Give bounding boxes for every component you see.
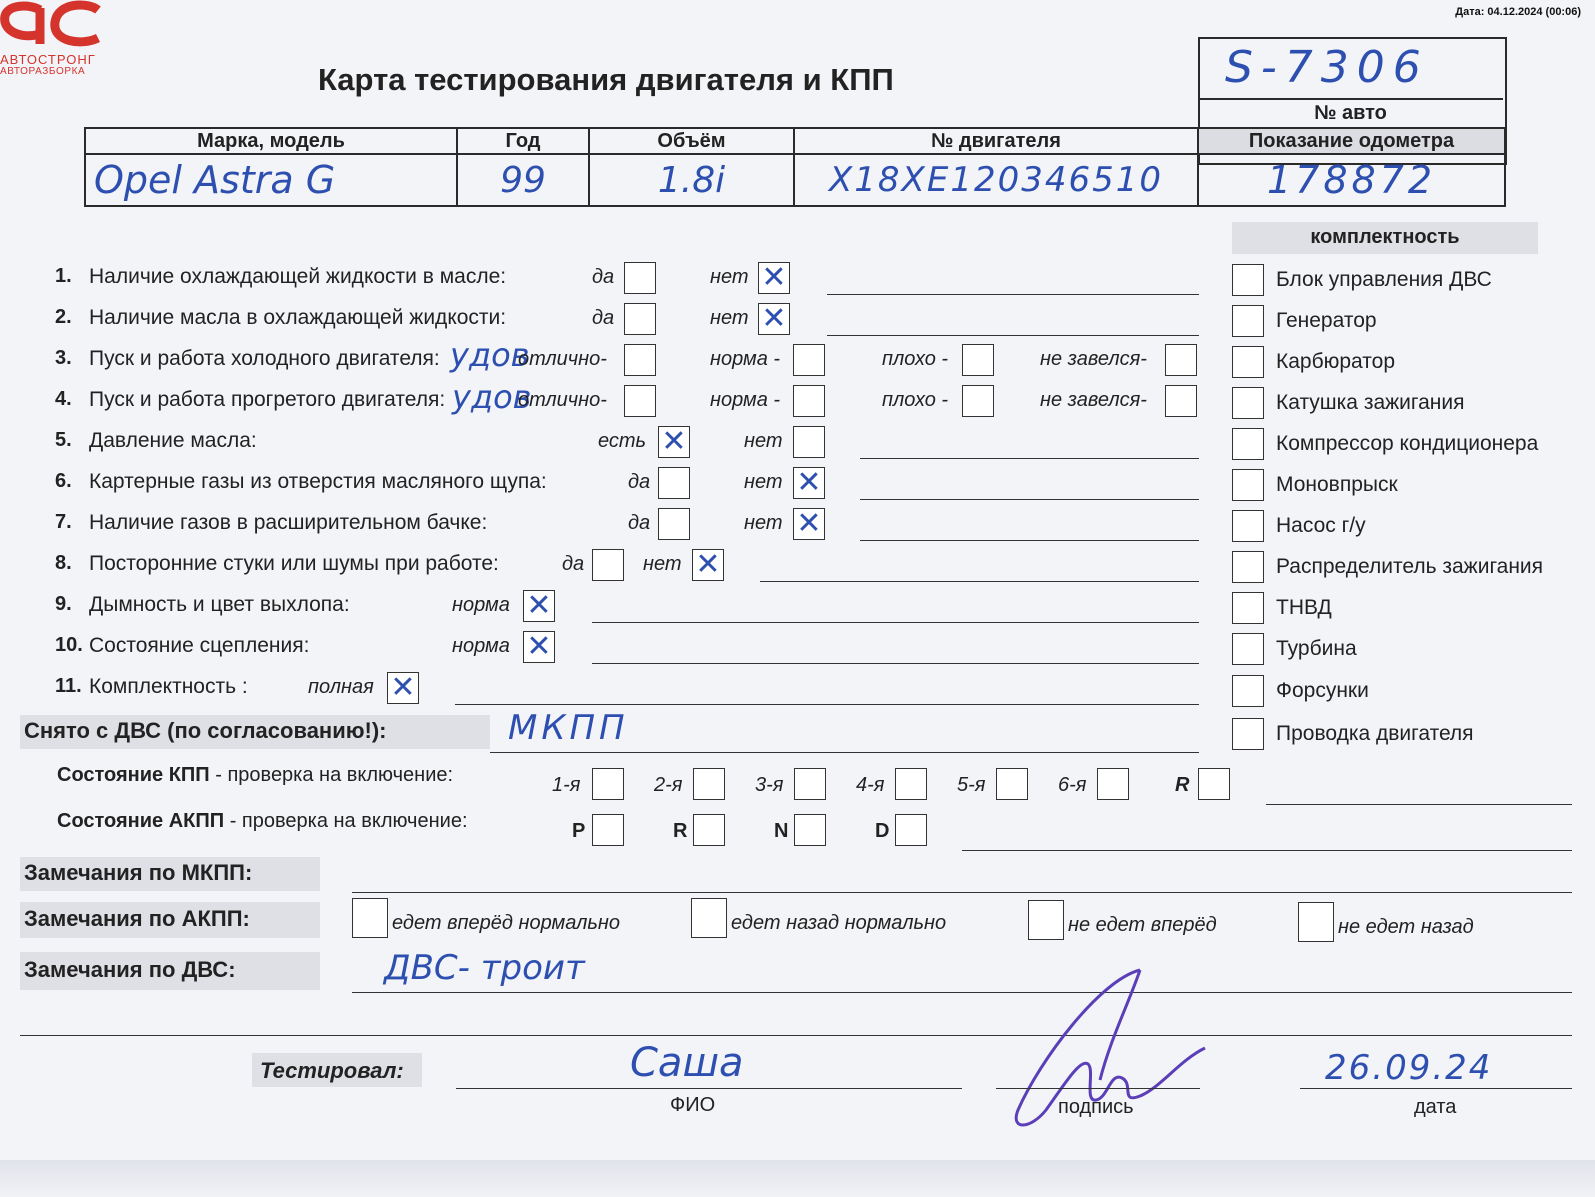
akpp-label-bold: Состояние АКПП xyxy=(57,810,225,832)
kpp-gear-3-checkbox[interactable] xyxy=(794,768,826,800)
volume-value: 1.8i xyxy=(657,159,726,201)
auto-number-divider xyxy=(1198,98,1503,100)
akpp-p-checkbox[interactable] xyxy=(592,814,624,846)
removed-label: Снято с ДВС (по согласованию!): xyxy=(24,718,387,743)
date-line[interactable] xyxy=(1300,1088,1572,1089)
check-6-no-checkbox[interactable]: ✕ xyxy=(793,467,825,499)
check-7-yes-checkbox[interactable] xyxy=(658,508,690,540)
kpp-label xyxy=(57,764,453,787)
tested-label: Тестировал: xyxy=(260,1058,404,1083)
kpp-gear-6-label: 6-я xyxy=(1058,774,1087,796)
comp-turbo-label: Турбина xyxy=(1276,637,1357,660)
check-1-label: Наличие охлаждающей жидкости в масле: xyxy=(89,265,507,288)
check-3-nostart-checkbox[interactable] xyxy=(1165,344,1197,376)
check-11-number: 11. xyxy=(55,675,82,697)
check-7-no-label: нет xyxy=(744,512,783,534)
check-9-number: 9. xyxy=(55,593,72,615)
kpp-gear-1-label: 1-я xyxy=(552,774,581,796)
comp-injection-pump-label: ТНВД xyxy=(1276,596,1332,619)
make-model-value: Opel Astra G xyxy=(94,158,336,202)
comp-ecu-checkbox[interactable] xyxy=(1232,264,1264,296)
signature-line[interactable] xyxy=(996,1088,1200,1089)
odometer-value: 178872 xyxy=(1266,158,1437,202)
kpp-gear-2-checkbox[interactable] xyxy=(693,768,725,800)
akpp-reverse-ok-label: едет назад нормально xyxy=(731,912,947,934)
check-2-number: 2. xyxy=(55,306,72,328)
check-7-number: 7. xyxy=(55,511,72,533)
engine-number-value: X18XE120346510 xyxy=(828,160,1164,200)
comp-ps-pump-label: Насос г/у xyxy=(1276,514,1366,537)
check-2-line[interactable] xyxy=(827,335,1199,336)
comp-ecu-label: Блок управления ДВС xyxy=(1276,268,1492,291)
test-date: 26.09.24 xyxy=(1325,1048,1493,1088)
akpp-forward-ok-label: едет вперёд нормально xyxy=(392,912,621,934)
check-1-yes-checkbox[interactable] xyxy=(624,262,656,294)
check-2-no-label: нет xyxy=(710,307,749,329)
remarks-extra-line[interactable] xyxy=(20,1035,1572,1036)
akpp-n-checkbox[interactable] xyxy=(794,814,826,846)
check-5-line[interactable] xyxy=(860,458,1199,459)
check-8-line[interactable] xyxy=(760,581,1199,582)
cell-volume[interactable] xyxy=(589,154,794,206)
check-3-label: Пуск и работа холодного двигателя: xyxy=(89,347,440,370)
check-8-no-label: нет xyxy=(643,553,682,575)
check-4-nostart-checkbox[interactable] xyxy=(1165,385,1197,417)
check-4-opt-normal: норма - xyxy=(710,389,781,411)
remarks-akpp-label: Замечания по АКПП: xyxy=(24,906,250,931)
kpp-gear-5-label: 5-я xyxy=(957,774,986,796)
akpp-no-forward-checkbox[interactable] xyxy=(1028,900,1064,940)
col-year: Год xyxy=(457,128,589,154)
tested-name-line[interactable] xyxy=(456,1088,962,1089)
comp-ignition-coil-checkbox[interactable] xyxy=(1232,387,1264,419)
comp-monoinjection-label: Моновпрыск xyxy=(1276,473,1398,496)
check-3-opt-nostart: не завелся- xyxy=(1040,348,1147,370)
check-5-yes-label: есть xyxy=(598,430,647,452)
check-6-line[interactable] xyxy=(860,499,1199,500)
check-10-label: Состояние сцепления: xyxy=(89,634,310,657)
remarks-mkpp-line[interactable] xyxy=(352,892,1572,893)
check-8-label: Посторонние стуки или шумы при работе: xyxy=(89,552,499,575)
akpp-label xyxy=(57,810,468,833)
check-6-yes-label: да xyxy=(628,471,651,493)
auto-number-label: № авто xyxy=(1314,102,1387,124)
check-5-label: Давление масла: xyxy=(89,429,257,452)
logo-title: АВТОСТРОНГ xyxy=(0,52,96,67)
check-9-normal-checkbox[interactable]: ✕ xyxy=(523,590,555,622)
akpp-label-rest: - проверка на включение: xyxy=(224,810,468,832)
cell-make-model[interactable] xyxy=(85,154,457,206)
akpp-r-checkbox[interactable] xyxy=(693,814,725,846)
kpp-label-bold: Состояние КПП xyxy=(57,764,210,786)
check-7-no-checkbox[interactable]: ✕ xyxy=(793,508,825,540)
check-4-normal-checkbox[interactable] xyxy=(793,385,825,417)
akpp-line[interactable] xyxy=(962,850,1572,851)
signature-caption: подпись xyxy=(1058,1096,1134,1118)
comp-injectors-checkbox[interactable] xyxy=(1232,675,1264,707)
check-1-no-checkbox[interactable]: ✕ xyxy=(758,262,790,294)
check-11-full-checkbox[interactable]: ✕ xyxy=(387,672,419,704)
comp-injectors-label: Форсунки xyxy=(1276,679,1369,702)
comp-carburetor-label: Карбюратор xyxy=(1276,350,1396,373)
year-value: 99 xyxy=(500,159,546,201)
check-2-no-checkbox[interactable]: ✕ xyxy=(758,303,790,335)
scan-edge xyxy=(0,1160,1595,1197)
check-8-yes-label: да xyxy=(562,553,585,575)
check-1-no-label: нет xyxy=(710,266,749,288)
akpp-no-forward-label: не едет вперёд xyxy=(1068,914,1217,936)
check-4-bad-checkbox[interactable] xyxy=(962,385,994,417)
col-engine-number: № двигателя xyxy=(794,128,1198,154)
check-11-full-label: полная xyxy=(308,676,374,698)
akpp-d-label: D xyxy=(875,820,890,842)
remarks-mkpp-label: Замечания по МКПП: xyxy=(24,860,253,885)
comp-engine-wiring-label: Проводка двигателя xyxy=(1276,722,1474,745)
kpp-gear-2-label: 2-я xyxy=(654,774,683,796)
check-7-yes-label: да xyxy=(628,512,651,534)
cell-odometer[interactable] xyxy=(1198,154,1505,206)
akpp-forward-ok-checkbox[interactable] xyxy=(352,898,388,938)
comp-generator-label: Генератор xyxy=(1276,309,1377,332)
check-3-opt-bad: плохо - xyxy=(882,348,949,370)
check-3-normal-checkbox[interactable] xyxy=(793,344,825,376)
col-odometer: Показание одометра xyxy=(1198,128,1505,154)
page-title: Карта тестирования двигателя и КПП xyxy=(318,62,894,97)
kpp-line[interactable] xyxy=(1266,804,1572,805)
akpp-reverse-ok-checkbox[interactable] xyxy=(691,898,727,938)
comp-monoinjection-checkbox[interactable] xyxy=(1232,469,1264,501)
check-11-label: Комплектность : xyxy=(89,675,248,698)
check-4-opt-nostart: не завелся- xyxy=(1040,389,1147,411)
comp-engine-wiring-checkbox[interactable] xyxy=(1232,718,1264,750)
check-6-no-label: нет xyxy=(744,471,783,493)
removed-value: МКПП xyxy=(508,708,629,748)
check-5-yes-checkbox[interactable]: ✕ xyxy=(658,426,690,458)
completeness-title: комплектность xyxy=(1310,226,1460,248)
check-3-bad-checkbox[interactable] xyxy=(962,344,994,376)
kpp-gear-4-label: 4-я xyxy=(856,774,885,796)
kpp-gear-r-label: R xyxy=(1175,774,1190,796)
kpp-gear-r-checkbox[interactable] xyxy=(1198,768,1230,800)
check-4-excellent-checkbox[interactable] xyxy=(624,385,656,417)
check-6-yes-checkbox[interactable] xyxy=(658,467,690,499)
remarks-dvs-line[interactable] xyxy=(352,992,1572,993)
col-volume: Объём xyxy=(589,128,794,154)
check-4-note: удов xyxy=(452,378,532,416)
check-5-no-label: нет xyxy=(744,430,783,452)
akpp-no-reverse-checkbox[interactable] xyxy=(1298,902,1334,942)
date-stamp: Дата: 04.12.2024 (00:06) xyxy=(1455,6,1581,18)
cell-engine-number[interactable] xyxy=(794,154,1198,206)
check-4-number: 4. xyxy=(55,388,72,410)
comp-turbo-checkbox[interactable] xyxy=(1232,633,1264,665)
check-7-label: Наличие газов в расширительном бачке: xyxy=(89,511,488,534)
check-9-label: Дымность и цвет выхлопа: xyxy=(89,593,350,616)
check-4-label: Пуск и работа прогретого двигателя: xyxy=(89,388,446,411)
check-2-yes-checkbox[interactable] xyxy=(624,303,656,335)
kpp-gear-1-checkbox[interactable] xyxy=(592,768,624,800)
check-10-line[interactable] xyxy=(592,663,1199,664)
removed-line[interactable] xyxy=(490,752,1199,753)
check-8-number: 8. xyxy=(55,552,72,574)
comp-distributor-checkbox[interactable] xyxy=(1232,551,1264,583)
date-caption: дата xyxy=(1414,1096,1457,1118)
check-4-opt-excellent: отлично- xyxy=(518,389,607,411)
logo-subtitle: АВТОРАЗБОРКА xyxy=(0,66,86,77)
check-11-line[interactable] xyxy=(455,704,1199,705)
check-1-yes-label: да xyxy=(592,266,615,288)
kpp-gear-6-checkbox[interactable] xyxy=(1097,768,1129,800)
check-7-line[interactable] xyxy=(860,540,1199,541)
vehicle-info-table xyxy=(84,127,1506,207)
check-10-normal-label: норма xyxy=(452,635,510,657)
autostrong-logo xyxy=(0,0,104,48)
comp-ac-compressor-checkbox[interactable] xyxy=(1232,428,1264,460)
check-6-number: 6. xyxy=(55,470,72,492)
check-3-opt-normal: норма - xyxy=(710,348,781,370)
comp-ignition-coil-label: Катушка зажигания xyxy=(1276,391,1465,414)
comp-carburetor-checkbox[interactable] xyxy=(1232,346,1264,378)
check-3-number: 3. xyxy=(55,347,72,369)
check-8-no-checkbox[interactable]: ✕ xyxy=(692,549,724,581)
remarks-dvs-label: Замечания по ДВС: xyxy=(24,957,236,982)
remarks-dvs-value: ДВС- троит xyxy=(384,948,585,988)
kpp-label-rest: - проверка на включение: xyxy=(209,764,454,786)
check-4-opt-bad: плохо - xyxy=(882,389,949,411)
akpp-p-label: P xyxy=(572,820,586,842)
akpp-n-label: N xyxy=(774,820,789,842)
comp-ac-compressor-label: Компрессор кондиционера xyxy=(1276,432,1539,455)
check-3-note: удов xyxy=(450,336,530,374)
comp-distributor-label: Распределитель зажигания xyxy=(1276,555,1544,578)
check-1-line[interactable] xyxy=(827,294,1199,295)
check-2-label: Наличие масла в охлаждающей жидкости: xyxy=(89,306,507,329)
kpp-gear-5-checkbox[interactable] xyxy=(996,768,1028,800)
col-make-model: Марка, модель xyxy=(85,128,457,154)
check-5-no-checkbox[interactable] xyxy=(793,426,825,458)
tested-name: Саша xyxy=(630,1040,744,1086)
check-3-opt-excellent: отлично- xyxy=(518,348,607,370)
check-10-normal-checkbox[interactable]: ✕ xyxy=(523,631,555,663)
check-5-number: 5. xyxy=(55,429,72,451)
check-1-number: 1. xyxy=(55,265,72,287)
comp-generator-checkbox[interactable] xyxy=(1232,305,1264,337)
akpp-d-checkbox[interactable] xyxy=(895,814,927,846)
check-9-line[interactable] xyxy=(592,622,1199,623)
akpp-no-reverse-label: не едет назад xyxy=(1338,916,1474,938)
akpp-r-label: R xyxy=(673,820,688,842)
check-3-excellent-checkbox[interactable] xyxy=(624,344,656,376)
check-9-normal-label: норма xyxy=(452,594,510,616)
check-6-label: Картерные газы из отверстия масляного щупа: xyxy=(89,470,547,493)
check-8-yes-checkbox[interactable] xyxy=(592,549,624,581)
check-10-number: 10. xyxy=(55,634,83,656)
check-2-yes-label: да xyxy=(592,307,615,329)
auto-number-value[interactable]: S-7306 xyxy=(1225,42,1429,93)
comp-injection-pump-checkbox[interactable] xyxy=(1232,592,1264,624)
kpp-gear-4-checkbox[interactable] xyxy=(895,768,927,800)
kpp-gear-3-label: 3-я xyxy=(755,774,784,796)
comp-ps-pump-checkbox[interactable] xyxy=(1232,510,1264,542)
cell-year[interactable] xyxy=(457,154,589,206)
tested-name-caption: ФИО xyxy=(670,1094,716,1116)
